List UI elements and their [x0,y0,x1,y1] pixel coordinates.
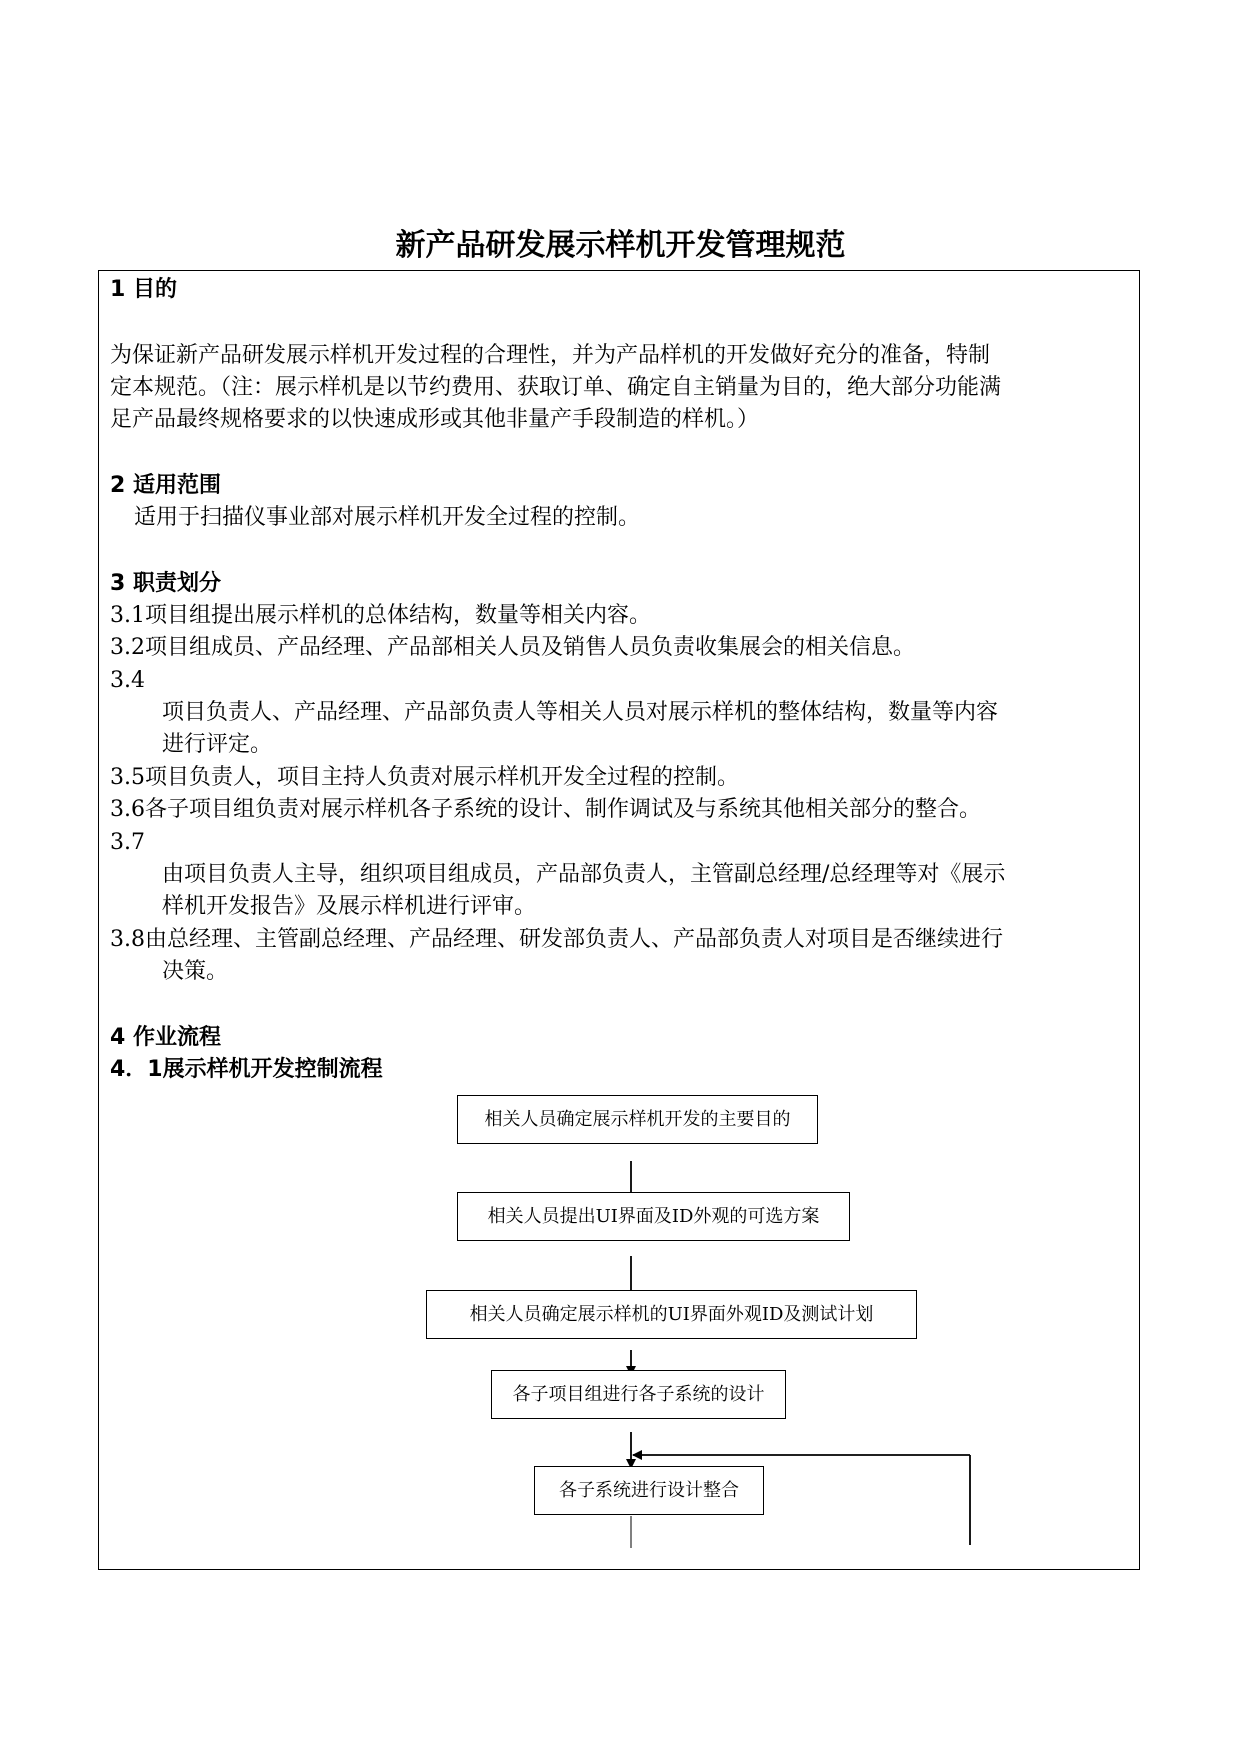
duty-3-7-line-1: 由项目负责人主导，组织项目组成员，产品部负责人，主管副总经理/总经理等对《展示 [162,862,1006,887]
duty-3-4-line-1: 项目负责人、产品经理、产品部负责人等相关人员对展示样机的整体结构，数量等内容 [162,700,999,725]
duty-3-1: 3.1项目组提出展示样机的总体结构，数量等相关内容。 [110,603,651,628]
flow-step-subsystem-design: 各子项目组进行各子系统的设计 [491,1370,786,1419]
flow-step-confirm-ui-id-test-plan: 相关人员确定展示样机的UI界面外观ID及测试计划 [426,1290,917,1339]
purpose-line-2: 定本规范。（注：展示样机是以节约费用、获取订单、确定自主销量为目的，绝大部分功能满 [110,375,1002,400]
flow-step-define-purpose: 相关人员确定展示样机开发的主要目的 [457,1095,818,1144]
duty-3-2: 3.2项目组成员、产品经理、产品部相关人员及销售人员负责收集展会的相关信息。 [110,635,915,660]
duty-3-4-line-2: 进行评定。 [162,732,273,757]
flow-step-propose-options: 相关人员提出UI界面及ID外观的可选方案 [457,1192,850,1241]
duty-3-7-line-2: 样机开发报告》及展示样机进行评审。 [162,894,537,919]
duty-3-4-number: 3.4 [110,668,145,693]
duty-3-6: 3.6各子项目组负责对展示样机各子系统的设计、制作调试及与系统其他相关部分的整合。 [110,797,981,822]
purpose-line-3: 足产品最终规格要求的以快速成形或其他非量产手段制造的样机。） [110,407,760,432]
section-scope-heading: 2 适用范围 [110,473,221,498]
section-purpose-heading: 1 目的 [110,277,177,302]
purpose-line-1: 为保证新产品研发展示样机开发过程的合理性，并为产品样机的开发做好充分的准备，特制 [110,343,991,368]
flow-step-design-integration: 各子系统进行设计整合 [534,1466,764,1515]
duty-3-8-line-2: 决策。 [162,959,229,984]
duty-3-7-number: 3.7 [110,830,145,855]
section-process-heading: 4 作业流程 [110,1025,221,1050]
section-process-subheading: 4．1展示样机开发控制流程 [110,1057,383,1082]
page-title: 新产品研发展示样机开发管理规范 [395,228,846,263]
duty-3-5: 3.5项目负责人，项目主持人负责对展示样机开发全过程的控制。 [110,765,739,790]
section-duties-heading: 3 职责划分 [110,571,221,596]
duty-3-8-line-1: 3.8由总经理、主管副总经理、产品经理、研发部负责人、产品部负责人对项目是否继续进行 [110,927,1003,952]
scope-text: 适用于扫描仪事业部对展示样机开发全过程的控制。 [134,505,641,530]
